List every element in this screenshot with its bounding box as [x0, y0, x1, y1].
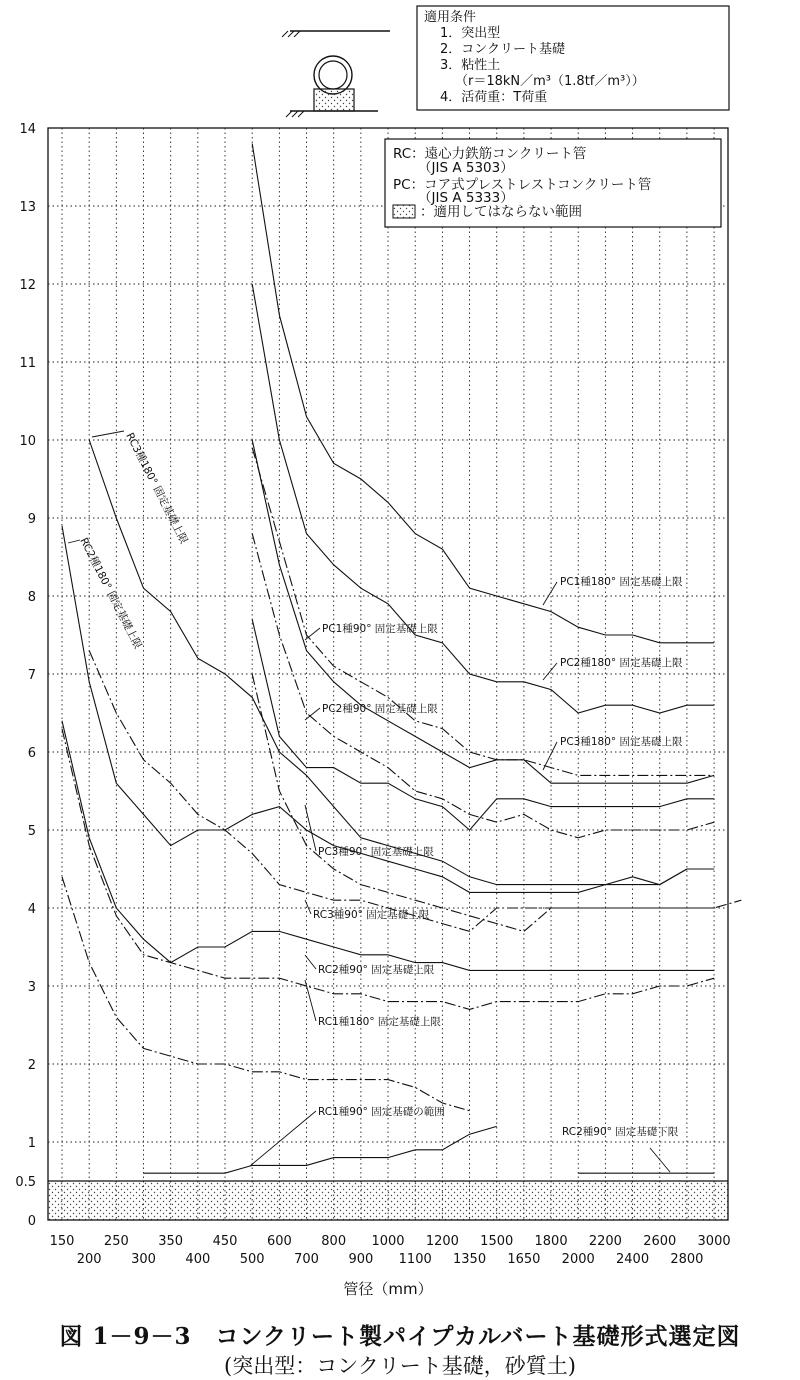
condition-line: 4．活荷重：T荷重 — [440, 90, 548, 105]
x-tick-label: 450 — [212, 1234, 238, 1249]
legend-line: （JIS A 5333） — [418, 190, 514, 206]
legend-swatch — [393, 205, 415, 218]
y-tick-label: 4 — [27, 902, 36, 917]
series-line — [252, 284, 714, 713]
series-annotation: PC2種90° 固定基礎上限 — [322, 703, 438, 715]
y-tick-label: 0.5 — [15, 1175, 36, 1190]
x-tick-label: 2600 — [643, 1234, 677, 1249]
x-tick-label: 1000 — [371, 1234, 405, 1249]
figure-subcaption: (突出型：コンクリート基礎，砂質土) — [224, 1354, 576, 1378]
x-tick-label: 1350 — [453, 1252, 487, 1267]
x-tick-label: 1800 — [534, 1234, 568, 1249]
y-tick-label: 3 — [27, 980, 36, 995]
y-tick-label: 10 — [19, 434, 36, 449]
annotation-leader — [305, 900, 311, 914]
x-tick-label: 1200 — [425, 1234, 459, 1249]
annotation-leader — [92, 431, 124, 437]
x-tick-label: 3000 — [697, 1234, 731, 1249]
series-annotation: RC2種180° 固定基礎上限 — [77, 535, 144, 651]
annotation-leader — [543, 582, 557, 605]
condition-line: 1．突出型 — [440, 26, 501, 41]
y-tick-label: 9 — [27, 512, 36, 527]
x-tick-label: 2800 — [670, 1252, 704, 1267]
series-line — [252, 448, 714, 776]
series-line — [144, 1126, 497, 1173]
series-line — [252, 619, 714, 830]
legend-line: ：適用してはならない範囲 — [420, 204, 582, 220]
annotation-leader — [305, 628, 320, 640]
y-tick-label: 11 — [19, 356, 36, 371]
y-tick-label: 12 — [19, 278, 36, 293]
annotation-leader — [250, 1111, 316, 1166]
y-tick-label: 14 — [19, 122, 36, 137]
legend-line: PC：コア式プレストレストコンクリート管 — [393, 177, 652, 193]
y-tick-label: 5 — [27, 824, 36, 839]
x-tick-label: 900 — [348, 1252, 374, 1267]
x-tick-label: 2000 — [561, 1252, 595, 1267]
legend-line: （JIS A 5303） — [418, 160, 514, 176]
legend-box — [385, 139, 721, 227]
series-annotation: PC1種90° 固定基礎上限 — [322, 623, 438, 635]
series-annotation: PC2種180° 固定基礎上限 — [560, 657, 683, 669]
plot-area — [15, 122, 741, 1267]
x-tick-label: 1100 — [398, 1252, 432, 1267]
x-tick-label: 200 — [76, 1252, 102, 1267]
y-tick-label: 7 — [27, 668, 36, 683]
x-tick-label: 400 — [185, 1252, 211, 1267]
condition-line: 適用条件 — [424, 10, 477, 25]
x-tick-label: 700 — [294, 1252, 319, 1267]
x-tick-label: 250 — [103, 1234, 129, 1249]
series-line — [252, 440, 714, 783]
x-tick-label: 300 — [131, 1252, 156, 1267]
x-axis-label: 管径（mm） — [343, 1280, 433, 1298]
x-tick-label: 350 — [158, 1234, 184, 1249]
y-tick-label: 2 — [27, 1058, 36, 1073]
x-tick-label: 2200 — [588, 1234, 622, 1249]
x-tick-label: 500 — [239, 1252, 265, 1267]
condition-line: 2．コンクリート基礎 — [440, 42, 566, 57]
series-annotation: RC2種90° 固定基礎下限 — [562, 1126, 679, 1138]
x-tick-label: 150 — [49, 1234, 75, 1249]
x-tick-label: 600 — [266, 1234, 292, 1249]
series-annotation: RC1種90° 固定基礎の範囲 — [318, 1106, 445, 1118]
legend-line: RC：遠心力鉄筋コンクリート管 — [393, 146, 587, 162]
condition-line: 3．粘性土 — [440, 58, 501, 73]
x-tick-label: 1650 — [507, 1252, 541, 1267]
pipe-diagram — [282, 31, 390, 117]
x-tick-label: 1500 — [480, 1234, 514, 1249]
conditions-box — [417, 6, 729, 110]
x-tick-label: 800 — [321, 1234, 347, 1249]
series-annotation: RC1種180° 固定基礎上限 — [318, 1016, 441, 1028]
y-tick-label: 8 — [27, 590, 36, 605]
series-annotation: PC3種180° 固定基礎上限 — [560, 736, 683, 748]
series-annotation: PC3種90° 固定基礎上限 — [318, 846, 434, 858]
annotation-leader — [543, 663, 557, 680]
y-tick-label: 1 — [27, 1136, 36, 1151]
annotation-leader — [543, 742, 557, 770]
condition-line: （r＝18kN／m³（1.8tf／m³）） — [455, 74, 645, 89]
y-tick-label: 6 — [27, 746, 36, 761]
y-tick-label: 13 — [19, 200, 36, 215]
series-annotation: RC3種180° 固定基礎上限 — [123, 430, 190, 546]
figure-caption: 図 1－9－3 コンクリート製パイプカルバート基礎形式選定図 — [59, 1323, 741, 1350]
series-annotation: PC1種180° 固定基礎上限 — [560, 576, 683, 588]
y-tick-label: 0 — [27, 1214, 36, 1229]
series-annotation: RC2種90° 固定基礎上限 — [318, 964, 435, 976]
series-annotation: RC3種90° 固定基礎上限 — [313, 909, 430, 921]
x-tick-label: 2400 — [616, 1252, 650, 1267]
